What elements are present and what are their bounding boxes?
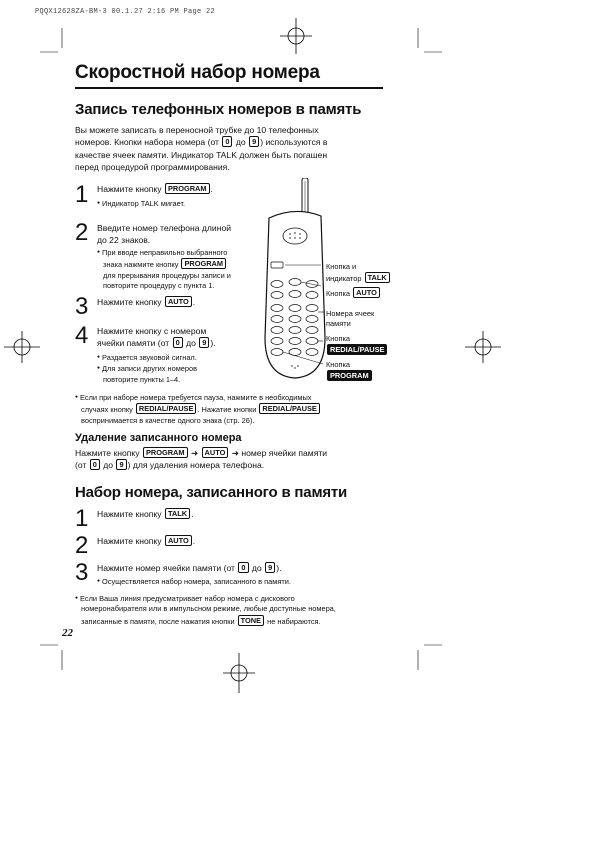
- key-9: 9: [116, 459, 126, 470]
- key-0: 0: [173, 337, 183, 348]
- intro-line-1: Вы можете записать в переносной трубке до 10 телефонных: [75, 125, 319, 135]
- step-note: ● Индикатор TALK мигает.: [97, 198, 185, 209]
- callout-program: Кнопка PROGRAM: [326, 360, 373, 381]
- key-9: 9: [199, 337, 209, 348]
- step-text: Нажмите номер ячейки памяти (от 0 до 9 ).: [97, 563, 282, 573]
- auto-key: AUTO: [353, 287, 380, 298]
- step-note: ● При вводе неправильно выбранного знака нажмите кнопку PROGRAM для прерывания процедуры записи и повторите процедуру с пункта 1.: [97, 247, 267, 292]
- title-underline: [75, 87, 383, 89]
- step-text: Нажмите кнопку AUTO .: [97, 536, 196, 546]
- intro-line-3: качестве ячеек памяти. Индикатор TALK должен быть погашен: [75, 149, 328, 160]
- page-title: Скоростной набор номера: [75, 62, 320, 83]
- key-0: 0: [222, 136, 232, 147]
- program-key: PROGRAM: [165, 183, 210, 194]
- step-text: Нажмите кнопку PROGRAM .: [97, 184, 213, 194]
- callout-talk: Кнопка и индикатор TALK: [326, 262, 391, 283]
- step-text: Нажмите кнопку AUTO .: [97, 297, 196, 307]
- tone-key: TONE: [238, 615, 264, 626]
- step-note: ● Раздается звуковой сигнал. ● Для записи других номеров повторите пункты 1–4.: [97, 352, 267, 385]
- talk-key: TALK: [365, 272, 390, 283]
- step-text: Введите номер телефона длиной до 22 знаков.: [97, 223, 232, 246]
- intro-line-4: перед процедурой программирования.: [75, 161, 230, 172]
- intro-line-2: номеров. Кнопки набора номера (от 0 до 9 ) используются в: [75, 137, 328, 148]
- step-number: 2: [75, 532, 89, 559]
- redial-pause-key: REDIAL/PAUSE: [136, 403, 196, 414]
- step-number: 3: [75, 293, 89, 320]
- redial-pause-key: REDIAL/PAUSE: [327, 344, 387, 355]
- delete-heading: Удаление записанного номера: [75, 432, 242, 444]
- delete-paragraph: Нажмите кнопку PROGRAM ➜ AUTO ➜ номер ячейки памяти (от 0 до 9 ) для удаления номера телефона.: [75, 448, 328, 471]
- cordless-handset-illustration: [255, 178, 335, 388]
- callout-memory-cells: Номера ячеек памяти: [326, 309, 375, 328]
- callout-auto: Кнопка AUTO: [326, 287, 381, 299]
- rotary-note: ● Если Ваша линия предусматривает набор номера с дискового номеронабирателя или в импульсном режиме, любые доступные номера, записанные в памяти, после нажатия кнопки TONE не набираются.: [75, 593, 405, 627]
- key-9: 9: [249, 136, 259, 147]
- intro-paragraph: [75, 124, 395, 173]
- step-number: 1: [75, 505, 89, 532]
- talk-key: TALK: [165, 508, 190, 519]
- step-number: 2: [75, 219, 89, 246]
- arrow-icon: ➜: [190, 448, 199, 458]
- section-heading-store: Запись телефонных номеров в память: [75, 101, 362, 118]
- program-key: PROGRAM: [327, 370, 372, 381]
- step-text: Нажмите кнопку TALK .: [97, 509, 194, 519]
- key-9: 9: [265, 562, 275, 573]
- redial-pause-key: REDIAL/PAUSE: [259, 403, 319, 414]
- step-note: ● Осуществляется набор номера, записанного в памяти.: [97, 576, 291, 587]
- pause-note: ● Если при наборе номера требуется пауза, нажмите в необходимых случаях кнопку REDIAL/PAUSE . Нажатие кнопки REDIAL/PAUSE воспринимается в качестве одного знака (стр. 26).: [75, 392, 395, 426]
- auto-key: AUTO: [165, 296, 192, 307]
- section-heading-dial: Набор номера, записанного в памяти: [75, 484, 348, 501]
- step-number: 1: [75, 181, 89, 208]
- step-number: 3: [75, 559, 89, 586]
- print-header-strip: PQQX12628ZA-BM-3 00.1.27 2:16 PM Page 22: [35, 8, 216, 16]
- auto-key: AUTO: [202, 447, 229, 458]
- auto-key: AUTO: [165, 535, 192, 546]
- page-number: 22: [62, 627, 73, 639]
- program-key: PROGRAM: [143, 447, 188, 458]
- arrow-icon: ➜: [231, 448, 239, 458]
- callout-redial: Кнопка REDIAL/PAUSE: [326, 334, 388, 355]
- key-0: 0: [90, 459, 100, 470]
- key-0: 0: [238, 562, 248, 573]
- step-text: Нажмите кнопку с номером ячейки памяти (от 0 до 9 ).: [97, 326, 216, 349]
- program-key: PROGRAM: [181, 258, 226, 269]
- step-number: 4: [75, 322, 89, 349]
